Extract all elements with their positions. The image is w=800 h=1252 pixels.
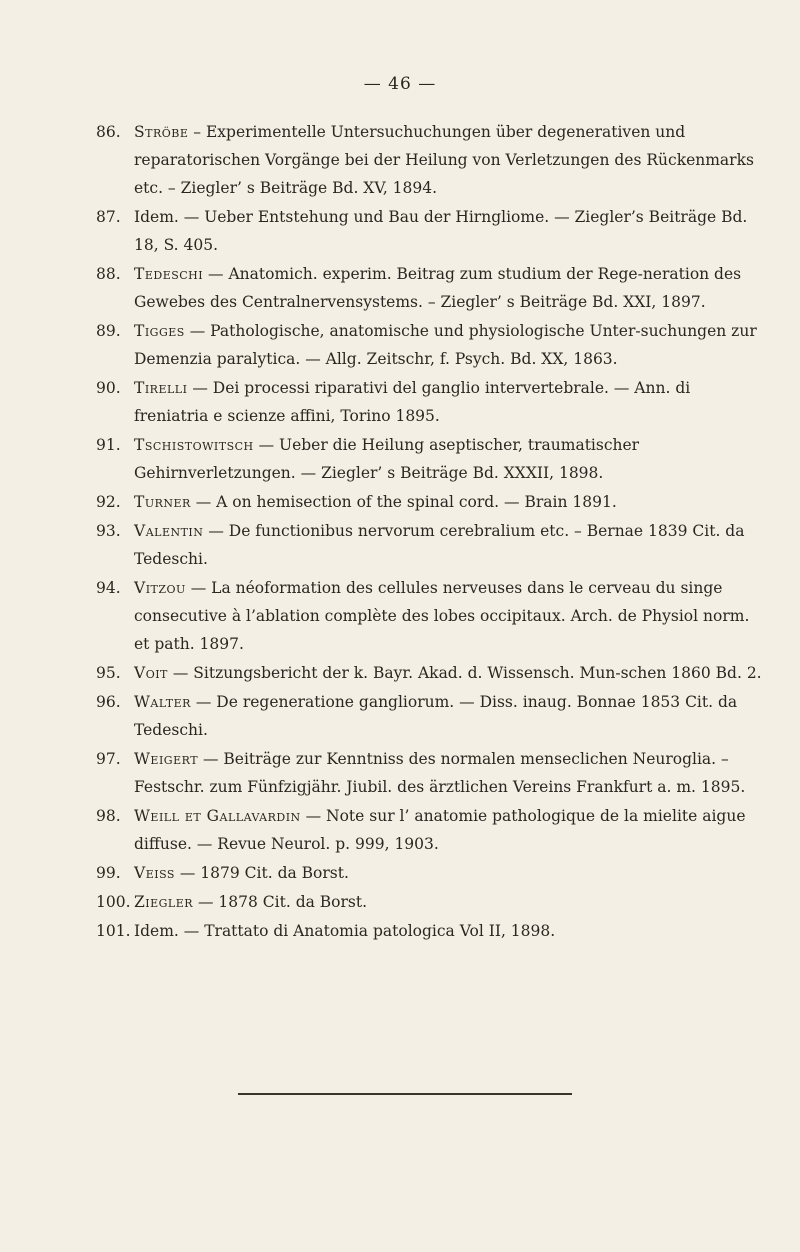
entry-text: — Dei processi riparativi del ganglio intervertebrale. — Ann. di freniatria e scienze affini, Torino 1895. (134, 379, 691, 425)
entry-text: — De regeneratione gangliorum. — Diss. inaug. Bonnae 1853 Cit. da Tedeschi. (134, 693, 738, 739)
bibliography-list (96, 118, 766, 946)
bibliography-entry (96, 517, 766, 573)
entry-text: Idem. — Trattato di Anatomia patologica Vol II, 1898. (134, 922, 556, 940)
entry-author: Tigges (134, 322, 185, 340)
entry-author: Tedeschi (134, 265, 204, 283)
entry-text: — Sitzungsbericht der k. Bayr. Akad. d. Wissensch. Mun-schen 1860 Bd. 2. (167, 664, 762, 682)
entry-author: Tschistowitsch (134, 436, 254, 454)
entry-number: 97. (96, 750, 121, 768)
bibliography-entry (96, 431, 766, 487)
bibliography-entry (96, 888, 766, 916)
entry-number: 99. (96, 864, 121, 882)
bibliography-entry (96, 859, 766, 887)
entry-text: — Beiträge zur Kenntniss des normalen menseclichen Neuroglia. – Festschr. zum Fünfzigjähr. Jiubil. des ärztlichen Vereins Frankfurt a. m. 1895. (134, 750, 746, 796)
entry-number: 91. (96, 436, 121, 454)
entry-number: 93. (96, 522, 121, 540)
entry-text: — 1879 Cit. da Borst. (174, 864, 349, 882)
bibliography-entry (96, 802, 766, 858)
entry-number: 87. (96, 208, 121, 226)
entry-text: — Ueber die Heilung aseptischer, traumatischer Gehirnverletzungen. — Ziegler’ s Beiträge Bd. XXXII, 1898. (134, 436, 640, 482)
entry-number: 86. (96, 123, 121, 141)
bibliography-entry (96, 203, 766, 259)
entry-author: Valentin (134, 522, 204, 540)
entry-number: 95. (96, 664, 121, 682)
bibliography-entry (96, 659, 766, 687)
entry-author: Weigert (134, 750, 199, 768)
entry-author: Tirelli (134, 379, 188, 397)
entry-number: 90. (96, 379, 121, 397)
entry-text: — Note sur l’ anatomie pathologique de la mielite aigue diffuse. — Revue Neurol. p. 999, 1903. (134, 807, 746, 853)
entry-author: Turner (134, 493, 191, 511)
entry-text: — 1878 Cit. da Borst. (193, 893, 368, 911)
entry-text: — Pathologische, anatomische und physiologische Unter-suchungen zur Demenzia paralytica. — Allg. Zeitschr, f. Psych. Bd. XX, 1863. (134, 322, 757, 368)
entry-author: Weill et Gallavardin (134, 807, 301, 825)
entry-author: Walter (134, 693, 191, 711)
entry-number: 92. (96, 493, 121, 511)
bibliography-entry (96, 488, 766, 516)
bibliography-entry (96, 317, 766, 373)
entry-text: — La néoformation des cellules nerveuses dans le cerveau du singe consecutive à l’ablation complète des lobes occipitaux. Arch. de Physiol norm. et path. 1897. (134, 579, 750, 653)
bibliography-entry (96, 574, 766, 658)
bibliography-entry (96, 374, 766, 430)
entry-number: 96. (96, 693, 121, 711)
page-number: — 46 — (363, 74, 437, 94)
entry-number: 98. (96, 807, 121, 825)
bibliography-entry (96, 745, 766, 801)
entry-text: – Experimentelle Untersuchuchungen über degenerativen und reparatorischen Vorgänge bei der Heilung von Verletzungen des Rückenmarks etc. – Ziegler’ s Beiträge Bd. XV, 1894. (134, 123, 754, 197)
entry-text: — A on hemisection of the spinal cord. — Brain 1891. (190, 493, 617, 511)
entry-number: 89. (96, 322, 121, 340)
entry-text: — Anatomich. experim. Beitrag zum studium der Rege-neration des Gewebes des Centralnervensystems. – Ziegler’ s Beiträge Bd. XXI, 1897. (134, 265, 742, 311)
entry-number: 94. (96, 579, 121, 597)
bibliography-entry (96, 917, 766, 945)
bibliography-entry (96, 260, 766, 316)
footer-rule (238, 1093, 572, 1095)
entry-author: Voit (134, 664, 168, 682)
entry-text: Idem. — Ueber Entstehung und Bau der Hirngliome. — Ziegler’s Beiträge Bd. 18, S. 405. (134, 208, 748, 254)
entry-author: Ziegler (134, 893, 194, 911)
entry-author: Veiss (134, 864, 175, 882)
entry-number: 100. (96, 893, 131, 911)
entry-author: Ströbe (134, 123, 189, 141)
entry-text: — De functionibus nervorum cerebralium etc. – Bernae 1839 Cit. da Tedeschi. (134, 522, 745, 568)
entry-number: 88. (96, 265, 121, 283)
entry-author: Vitzou (134, 579, 186, 597)
entry-number: 101. (96, 922, 131, 940)
bibliography-entry (96, 688, 766, 744)
bibliography-entry (96, 118, 766, 202)
